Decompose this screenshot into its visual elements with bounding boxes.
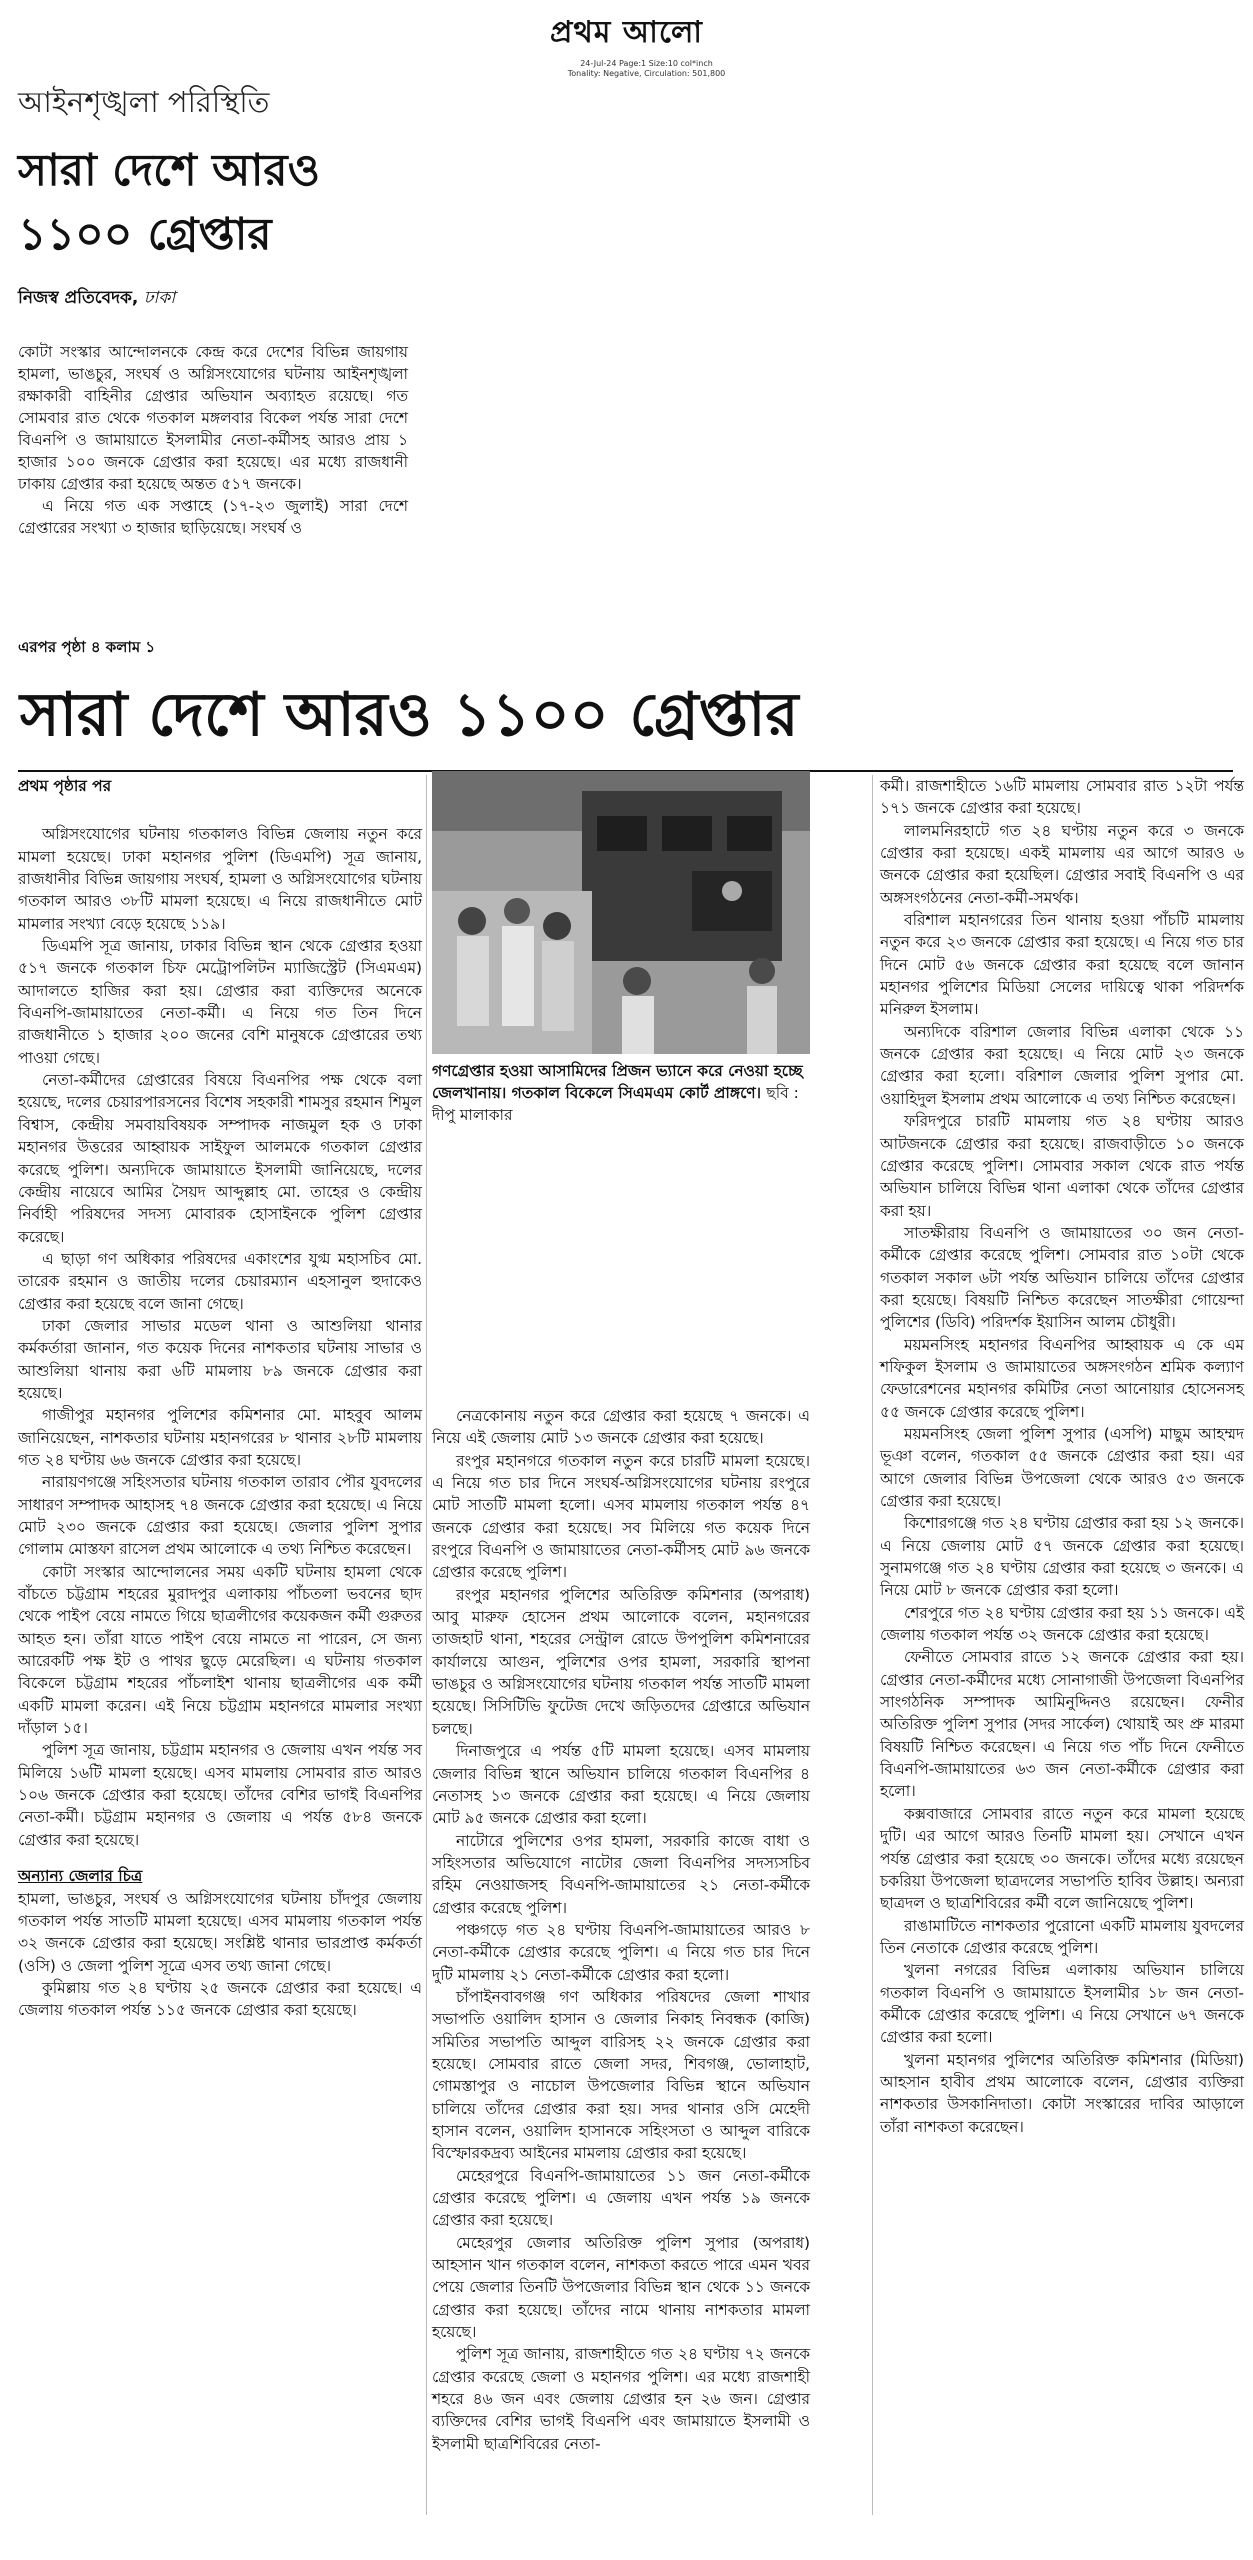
front-page-clip xyxy=(18,80,408,539)
paragraph: রংপুর মহানগর পুলিশের অতিরিক্ত কমিশনার (অপরাধ) আবু মারুফ হোসেন প্রথম আলোকে বলেন, মহানগরের তাজহাট থানা, শহরের সেন্ট্রাল রোডে উপপুলিশ কমিশনারের কার্যালয়ে আগুন, পুলিশের ওপর হামলা, সরকারি স্থাপনা ভাঙচুর ও অগ্নিসংযোগের ঘটনায় গতকাল পর্যন্ত সাতটি মামলা হয়েছে। সিসিটিভি ফুটেজ দেখে জড়িতদের গ্রেপ্তারে অভিযান চলছে। xyxy=(432,1585,810,1738)
byline-reporter: নিজস্ব প্রতিবেদক, xyxy=(18,288,139,308)
kicker: আইনশৃঙ্খলা পরিস্থিতি xyxy=(18,85,270,119)
front-headline-line-2: ১১০০ গ্রেপ্তার xyxy=(18,209,272,260)
photo-credit: ছবি : দীপু মালাকার xyxy=(432,1084,799,1124)
continued-line: এরপর পৃষ্ঠা ৪ কলাম ১ xyxy=(18,638,156,656)
paragraph: নেত্রকোনায় নতুন করে গ্রেপ্তার করা হয়েছে ৭ জনকে। এ নিয়ে এই জেলায় মোট ১৩ জনকে গ্রেপ্তার করা হয়েছে। xyxy=(432,1407,810,1448)
paragraph: কিশোরগঞ্জে গত ২৪ ঘণ্টায় গ্রেপ্তার করা হয় ১২ জনকে। এ নিয়ে জেলায় মোট ৫৭ জনকে গ্রেপ্তার করা হয়েছে। সুনামগঞ্জে গত ২৪ ঘণ্টায় গ্রেপ্তার করা হয়েছে ৩ জনকে। এ নিয়ে মোট ৮ জনকে গ্রেপ্তার করা হলো। xyxy=(880,1514,1244,1600)
paragraph: দিনাজপুরে এ পর্যন্ত ৫টি মামলা হয়েছে। এসব মামলায় জেলার বিভিন্ন স্থানে অভিযান চালিয়ে গতকাল বিএনপির ৪ নেতাসহ ১৩ জনকে গ্রেপ্তার করা হয়েছে। এ নিয়ে জেলায় মোট ৯৫ জনকে গ্রেপ্তার করা হলো। xyxy=(432,1742,810,1828)
paragraph: পুলিশ সূত্র জানায়, রাজশাহীতে গত ২৪ ঘণ্টায় ৭২ জনকে গ্রেপ্তার করেছে জেলা ও মহানগর পুলিশ। এর মধ্যে রাজশাহী শহরে ৪৬ জন এবং জেলায় গ্রেপ্তার হন ২৬ জন। গ্রেপ্তার ব্যক্তিদের বেশির ভাগই বিএনপি এবং জামায়াতে ইসলামী ও ইসলামী ছাত্রশিবিরের নেতা- xyxy=(432,2345,810,2453)
clipping-meta-line-2: Tonality: Negative, Circulation: 501,800 xyxy=(567,69,726,78)
paragraph: নারায়ণগঞ্জে সহিংসতার ঘটনায় গতকাল তারাব পৌর যুবদলের সাধারণ সম্পাদক আহাসহ ৭৪ জনকে গ্রেপ্তার করা হয়েছে। এ নিয়ে মোট ২৩০ জনকে গ্রেপ্তার করা হয়েছে। জেলার পুলিশ সুপার গোলাম মোস্তফা রাসেল প্রথম আলোকে এ তথ্য নিশ্চিত করেছেন। xyxy=(18,1473,422,1559)
from-front-label: প্রথম পৃষ্ঠার পর xyxy=(18,777,112,795)
column-divider xyxy=(426,775,427,2515)
paragraph: চাঁপাইনবাবগঞ্জ গণ অধিকার পরিষদের জেলা শাখার সভাপতি ওয়ালিদ হাসান ও জেলার নিকাহ নিবন্ধক (কাজি) সমিতির সভাপতি আব্দুল বারিসহ ২২ জনকে গ্রেপ্তার করা হয়েছে। সোমবার রাতে জেলা সদর, শিবগঞ্জ, ভোলাহাট, গোমস্তাপুর ও নাচোল উপজেলার বিভিন্ন স্থানে অভিযান চালিয়ে তাঁদের গ্রেপ্তার করা হয়। সদর থানার ওসি মেহেদী হাসান বলেন, ওয়ালিদ হাসানকে সহিংসতা ও আব্দুল বারিকে বিস্ফোরকদ্রব্য আইনের মামলায় গ্রেপ্তার করা হয়েছে। xyxy=(432,1987,810,2163)
caption-text: গণগ্রেপ্তার হওয়া আসামিদের প্রিজন ভ্যানে করে নেওয়া হচ্ছে জেলখানায়। গতকাল বিকেলে সিএমএম কোর্ট প্রাঙ্গণে। xyxy=(432,1062,803,1102)
column-divider xyxy=(872,775,873,2515)
paragraph: ফরিদপুরে চারটি মামলায় গত ২৪ ঘণ্টায় আরও আটজনকে গ্রেপ্তার করা হয়েছে। রাজবাড়ীতে ১০ জনকে গ্রেপ্তার করেছে পুলিশ। সোমবার সকাল থেকে রাত পর্যন্ত অভিযান চালিয়ে বিভিন্ন থানা এলাকা থেকে তাঁদের গ্রেপ্তার করা হয়। xyxy=(880,1112,1244,1220)
front-paragraph-2: এ নিয়ে গত এক সপ্তাহে (১৭-২৩ জুলাই) সারা দেশে গ্রেপ্তারের সংখ্যা ৩ হাজার ছাড়িয়েছে। সংঘর্ষ ও xyxy=(18,497,408,537)
paragraph: ফেনীতে সোমবার রাতে ১২ জনকে গ্রেপ্তার করা হয়। গ্রেপ্তার নেতা-কর্মীদের মধ্যে সোনাগাজী উপজেলা বিএনপির সাংগঠনিক সম্পাদক আমিনুদ্দিনও রয়েছেন। ফেনীর অতিরিক্ত পুলিশ সুপার (সদর সার্কেল) থোয়াই অং প্রু মারমা বিষয়টি নিশ্চিত করেছেন। এ নিয়ে গত পাঁচ দিনে ফেনীতে বিএনপি-জামায়াতের ৬৩ জন নেতা-কর্মীকে গ্রেপ্তার করা হলো। xyxy=(880,1648,1244,1801)
paragraph: খুলনা মহানগর পুলিশের অতিরিক্ত কমিশনার (মিডিয়া) আহসান হাবীব প্রথম আলোকে বলেন, গ্রেপ্তার ব্যক্তিরা নাশকতার উসকানিদাতা। কোটা সংস্কারের দাবির আড়ালে তাঁরা নাশকতা করেছেন। xyxy=(880,2050,1244,2136)
paragraph: কক্সবাজারে সোমবার রাতে নতুন করে মামলা হয়েছে দুটি। এর আগে আরও তিনটি মামলা হয়। সেখানে এখন পর্যন্ত গ্রেপ্তার করা হয়েছে ৩০ জনকে। তাঁদের মধ্যে রয়েছেন চকরিয়া উপজেলা ছাত্রদলের সভাপতি হাবিব উল্লাহ। অন্যরা ছাত্রদল ও ছাত্রশিবিরের কর্মী বলে জানিয়েছে পুলিশ। xyxy=(880,1804,1244,1913)
article-column-3 xyxy=(880,775,1244,2138)
subhead: অন্যান্য জেলার চিত্র xyxy=(18,1867,143,1886)
paragraph: কর্মী। রাজশাহীতে ১৬টি মামলায় সোমবার রাত ১২টা পর্যন্ত ১৭১ জনকে গ্রেপ্তার করা হয়েছে। xyxy=(880,777,1244,818)
front-headline-line-1: সারা দেশে আরও xyxy=(18,145,321,196)
paragraph: নেতা-কর্মীদের গ্রেপ্তারের বিষয়ে বিএনপির পক্ষ থেকে বলা হয়েছে, দলের চেয়ারপারসনের বিশেষ সহকারী শামসুর রহমান শিমুল বিশ্বাস, কেন্দ্রীয় সমবায়বিষয়ক সম্পাদক নাজমুল হক ও ঢাকা মহানগর উত্তরের আহ্বায়ক সাইফুল আলমকে গতকাল গ্রেপ্তার করেছে পুলিশ। অন্যদিকে জামায়াতে ইসলামী জানিয়েছে, দলের কেন্দ্রীয় নায়েবে আমির সৈয়দ আব্দুল্লাহ মো. তাহের ও কেন্দ্রীয় নির্বাহী পরিষদের সদস্য মোবারক হোসাইনকে পুলিশ গ্রেপ্তার করেছে। xyxy=(18,1071,422,1246)
paragraph: রাঙামাটিতে নাশকতার পুরোনো একটি মামলায় যুবদলের তিন নেতাকে গ্রেপ্তার করেছে পুলিশ। xyxy=(880,1916,1244,1957)
photo-caption xyxy=(432,1060,810,1126)
paragraph: বরিশাল মহানগরের তিন থানায় হওয়া পাঁচটি মামলায় নতুন করে ২৩ জনকে গ্রেপ্তার করা হয়েছে। এ নিয়ে গত চার দিনে মোট ৫৬ জনকে গ্রেপ্তার করা হয়েছে বলে জানান মহানগর পুলিশের মিডিয়া সেলের দায়িত্বে থাকা পরিদর্শক মনিরুল ইসলাম। xyxy=(880,911,1244,1019)
front-paragraph-1: কোটা সংস্কার আন্দোলনকে কেন্দ্র করে দেশের বিভিন্ন জায়গায় হামলা, ভাঙচুর, সংঘর্ষ ও অগ্নিসংযোগের ঘটনায় আইনশৃঙ্খলা রক্ষাকারী বাহিনীর গ্রেপ্তার অভিযান অব্যাহত রয়েছে। গত সোমবার রাত থেকে গতকাল মঙ্গলবার বিকেল পর্যন্ত সারা দেশে বিএনপি ও জামায়াতে ইসলামীর নেতা-কর্মীসহ আরও প্রায় ১ হাজার ১০০ জনকে গ্রেপ্তার করা হয়েছে। এর মধ্যে রাজধানী ঢাকায় গ্রেপ্তার করা হয়েছে অন্তত ৫১৭ জনকে। xyxy=(18,343,408,493)
inside-headline: সারা দেশে আরও ১১০০ গ্রেপ্তার xyxy=(20,680,799,750)
clipping-meta-line-1: 24-Jul-24 Page:1 Size:10 col*inch xyxy=(580,59,713,68)
paragraph: মেহেরপুর জেলার অতিরিক্ত পুলিশ সুপার (অপরাধ) আহসান খান গতকাল বলেন, নাশকতা করতে পারে এমন খবর পেয়ে জেলার তিনটি উপজেলার বিভিন্ন স্থান থেকে ১১ জনকে গ্রেপ্তার করা হয়েছে। তাঁদের নামে থানায় নাশকতার মামলা হয়েছে। xyxy=(432,2233,810,2342)
paragraph: ঢাকা জেলার সাভার মডেল থানা ও আশুলিয়া থানার কর্মকর্তারা জানান, গত কয়েক দিনের নাশকতার ঘটনায় সাভার ও আশুলিয়া থানায় করা ৬টি মামলায় ৮৯ জনকে গ্রেপ্তার করা হয়েছে। xyxy=(18,1316,422,1402)
paragraph: পুলিশ সূত্র জানায়, চট্টগ্রাম মহানগর ও জেলায় এখন পর্যন্ত সব মিলিয়ে ১৬টি মামলা হয়েছে। এসব মামলায় সোমবার রাত আরও ১০৬ জনকে গ্রেপ্তার করা হয়েছে। তাঁদের বেশির ভাগই বিএনপির নেতা-কর্মী। চট্টগ্রাম মহানগর ও জেলায় এ পর্যন্ত ৫৮৪ জনকে গ্রেপ্তার করা হয়েছে। xyxy=(18,1741,422,1849)
paragraph: কোটা সংস্কার আন্দোলনের সময় একটি ঘটনায় হামলা থেকে বাঁচতে চট্টগ্রাম শহরের মুরাদপুর এলাকায় পাঁচতলা ভবনের ছাদ থেকে পাইপ বেয়ে নামতে গিয়ে ছাত্রলীগের কয়েকজন কর্মী গুরুতর আহত হন। তাঁরা যাতে পাইপ বেয়ে নামতে না পারেন, সে জন্য আরেকটি পক্ষ ইট ও পাথর ছুড়ে মেরেছিল। এ ঘটনায় গতকাল বিকেলে চট্টগ্রাম শহরের পাঁচলাইশ থানায় ছাত্রলীগের এক কর্মী একটি মামলা করেন। এই নিয়ে চট্টগ্রাম মহানগরে মামলার সংখ্যা দাঁড়াল ১৫। xyxy=(18,1562,422,1738)
paragraph: কুমিল্লায় গত ২৪ ঘণ্টায় ২৫ জনকে গ্রেপ্তার করা হয়েছে। এ জেলায় গতকাল পর্যন্ত ১১৫ জনকে গ্রেপ্তার করা হয়েছে। xyxy=(18,1978,422,2020)
paragraph: নাটোরে পুলিশের ওপর হামলা, সরকারি কাজে বাধা ও সহিংসতার অভিযোগে নাটোর জেলা বিএনপির সদস্যসচিব রহিম নেওয়াজসহ বিএনপি-জামায়াতের ২১ নেতা-কর্মীকে গ্রেপ্তার করেছে পুলিশ। xyxy=(432,1831,810,1917)
paragraph: ময়মনসিংহ মহানগর বিএনপির আহ্বায়ক এ কে এম শফিকুল ইসলাম ও জামায়াতের অঙ্গসংগঠন শ্রমিক কল্যাণ ফেডারেশনের মহানগর কমিটির নেতা আনোয়ার হোসেনসহ ৫৫ জনকে গ্রেপ্তার করেছে পুলিশ। xyxy=(880,1335,1244,1421)
article-column-2 xyxy=(432,1405,810,2455)
paragraph: ডিএমপি সূত্র জানায়, ঢাকার বিভিন্ন স্থান থেকে গ্রেপ্তার হওয়া ৫১৭ জনকে গতকাল চিফ মেট্রোপলিটন ম্যাজিস্ট্রেট (সিএমএম) আদালতে হাজির করা হয়। গ্রেপ্তার করা ব্যক্তিদের অনেকে বিএনপি-জামায়াতের নেতা-কর্মী। এ নিয়ে গত তিন দিনে রাজধানীতে ১ হাজার ২০০ জনের বেশি মানুষকে গ্রেপ্তারের তথ্য পাওয়া গেছে। xyxy=(18,937,422,1067)
paragraph: শেরপুরে গত ২৪ ঘণ্টায় গ্রেপ্তার করা হয় ১১ জনকে। এই জেলায় গতকাল পর্যন্ত ৩২ জনকে গ্রেপ্তার করা হয়েছে। xyxy=(880,1603,1244,1645)
paragraph: এ ছাড়া গণ অধিকার পরিষদের একাংশের যুগ্ম মহাসচিব মো. তারেক রহমান ও জাতীয় দলের চেয়ারম্যান এহসানুল হুদাকেও গ্রেপ্তার করা হয়েছে বলে জানা গেছে। xyxy=(18,1249,422,1313)
paragraph: ময়মনসিংহ জেলা পুলিশ সুপার (এসপি) মাছুম আহম্মদ ভূঞা বলেন, গতকাল ৫৫ জনকে গ্রেপ্তার করা হয়। এর আগে জেলার বিভিন্ন উপজেলা থেকে আরও ৫৩ জনকে গ্রেপ্তার করা হয়েছে। xyxy=(880,1424,1244,1510)
paragraph: পঞ্চগড়ে গত ২৪ ঘণ্টায় বিএনপি-জামায়াতের আরও ৮ নেতা-কর্মীকে গ্রেপ্তার করেছে পুলিশ। এ নিয়ে গত চার দিনে দুটি মামলায় ২১ নেতা-কর্মীকে গ্রেপ্তার করা হলো। xyxy=(432,1920,810,1984)
paragraph: সাতক্ষীরায় বিএনপি ও জামায়াতের ৩০ জন নেতা-কর্মীকে গ্রেপ্তার করেছে পুলিশ। সোমবার রাত ১০টা থেকে গতকাল সকাল ৬টা পর্যন্ত অভিযান চালিয়ে তাঁদের গ্রেপ্তার করা হয়েছে। বিষয়টি নিশ্চিত করেছেন সাতক্ষীরা গোয়েন্দা পুলিশের (ডিবি) পরিদর্শক ইয়াসিন আলম চৌধুরী। xyxy=(880,1223,1244,1332)
paragraph: খুলনা নগরের বিভিন্ন এলাকায় অভিযান চালিয়ে গতকাল বিএনপি ও জামায়াতে ইসলামীর ১৮ জন নেতা-কর্মীকে গ্রেপ্তার করেছে পুলিশ। এ নিয়ে সেখানে ৬৭ জনকে গ্রেপ্তার করা হলো। xyxy=(880,1961,1244,2047)
newspaper-logo: প্রথম আলো xyxy=(549,15,704,50)
masthead xyxy=(0,8,1253,79)
news-photo xyxy=(432,771,810,1054)
paragraph: লালমনিরহাটে গত ২৪ ঘণ্টায় নতুন করে ৩ জনকে গ্রেপ্তার করা হয়েছে। একই মামলায় এর আগে আরও ৬ জনকে গ্রেপ্তার করা হয়েছিল। গ্রেপ্তার সবাই বিএনপি ও এর অঙ্গসংগঠনের নেতা-কর্মী-সমর্থক। xyxy=(880,821,1244,907)
article-column-1 xyxy=(18,775,422,2022)
paragraph: অন্যদিকে বরিশাল জেলার বিভিন্ন এলাকা থেকে ১১ জনকে গ্রেপ্তার করা হয়েছে। এ নিয়ে মোট ২৩ জনকে গ্রেপ্তার করা হলো। বরিশাল জেলার পুলিশ সুপার মো. ওয়াহিদুল ইসলাম প্রথম আলোকে এ তথ্য নিশ্চিত করেছেন। xyxy=(880,1022,1244,1108)
prison-van-photo xyxy=(432,771,810,1054)
paragraph: অগ্নিসংযোগের ঘটনায় গতকালও বিভিন্ন জেলায় নতুন করে মামলা হয়েছে। ঢাকা মহানগর পুলিশ (ডিএমপি) সূত্র জানায়, রাজধানীর বিভিন্ন জায়গায় সংঘর্ষ, হামলা ও অগ্নিসংযোগের ঘটনায় গতকাল আরও ৩৮টি মামলা হয়েছে। এ নিয়ে রাজধানীতে মোট মামলার সংখ্যা বেড়ে হয়েছে ১১৯। xyxy=(18,825,422,933)
paragraph: গাজীপুর মহানগর পুলিশের কমিশনার মো. মাহবুব আলম জানিয়েছেন, নাশকতার ঘটনায় মহানগরের ৮ থানার ২৮টি মামলায় গত ২৪ ঘণ্টায় ৬৬ জনকে গ্রেপ্তার করা হয়েছে। xyxy=(18,1406,422,1469)
paragraph: হামলা, ভাঙচুর, সংঘর্ষ ও অগ্নিসংযোগের ঘটনায় চাঁদপুর জেলায় গতকাল পর্যন্ত সাতটি মামলা হয়েছে। এসব মামলায় গতকাল পর্যন্ত ৩২ জনকে গ্রেপ্তার করা হয়েছে। সংশ্লিষ্ট থানার ভারপ্রাপ্ত কর্মকর্তা (ওসি) ও জেলা পুলিশ সূত্রে এসব তথ্য জানা গেছে। xyxy=(18,1889,422,1975)
paragraph: রংপুর মহানগরে গতকাল নতুন করে চারটি মামলা হয়েছে। এ নিয়ে গত চার দিনে সংঘর্ষ-অগ্নিসংযোগের ঘটনায় রংপুরে মোট সাতটি মামলা হলো। এসব মামলায় গতকাল পর্যন্ত ৪৭ জনকে গ্রেপ্তার করা হয়েছে। সব মিলিয়ে গত কয়েক দিনে রংপুরে বিএনপি ও জামায়াতের নেতা-কর্মীসহ মোট ৯৬ জনকে গ্রেপ্তার করেছে পুলিশ। xyxy=(432,1451,810,1582)
byline xyxy=(18,285,408,313)
byline-place: ঢাকা xyxy=(143,288,176,308)
paragraph: মেহেরপুরে বিএনপি-জামায়াতের ১১ জন নেতা-কর্মীকে গ্রেপ্তার করেছে পুলিশ। এ জেলায় এখন পর্যন্ত ১৯ জনকে গ্রেপ্তার করা হয়েছে। xyxy=(432,2166,810,2230)
